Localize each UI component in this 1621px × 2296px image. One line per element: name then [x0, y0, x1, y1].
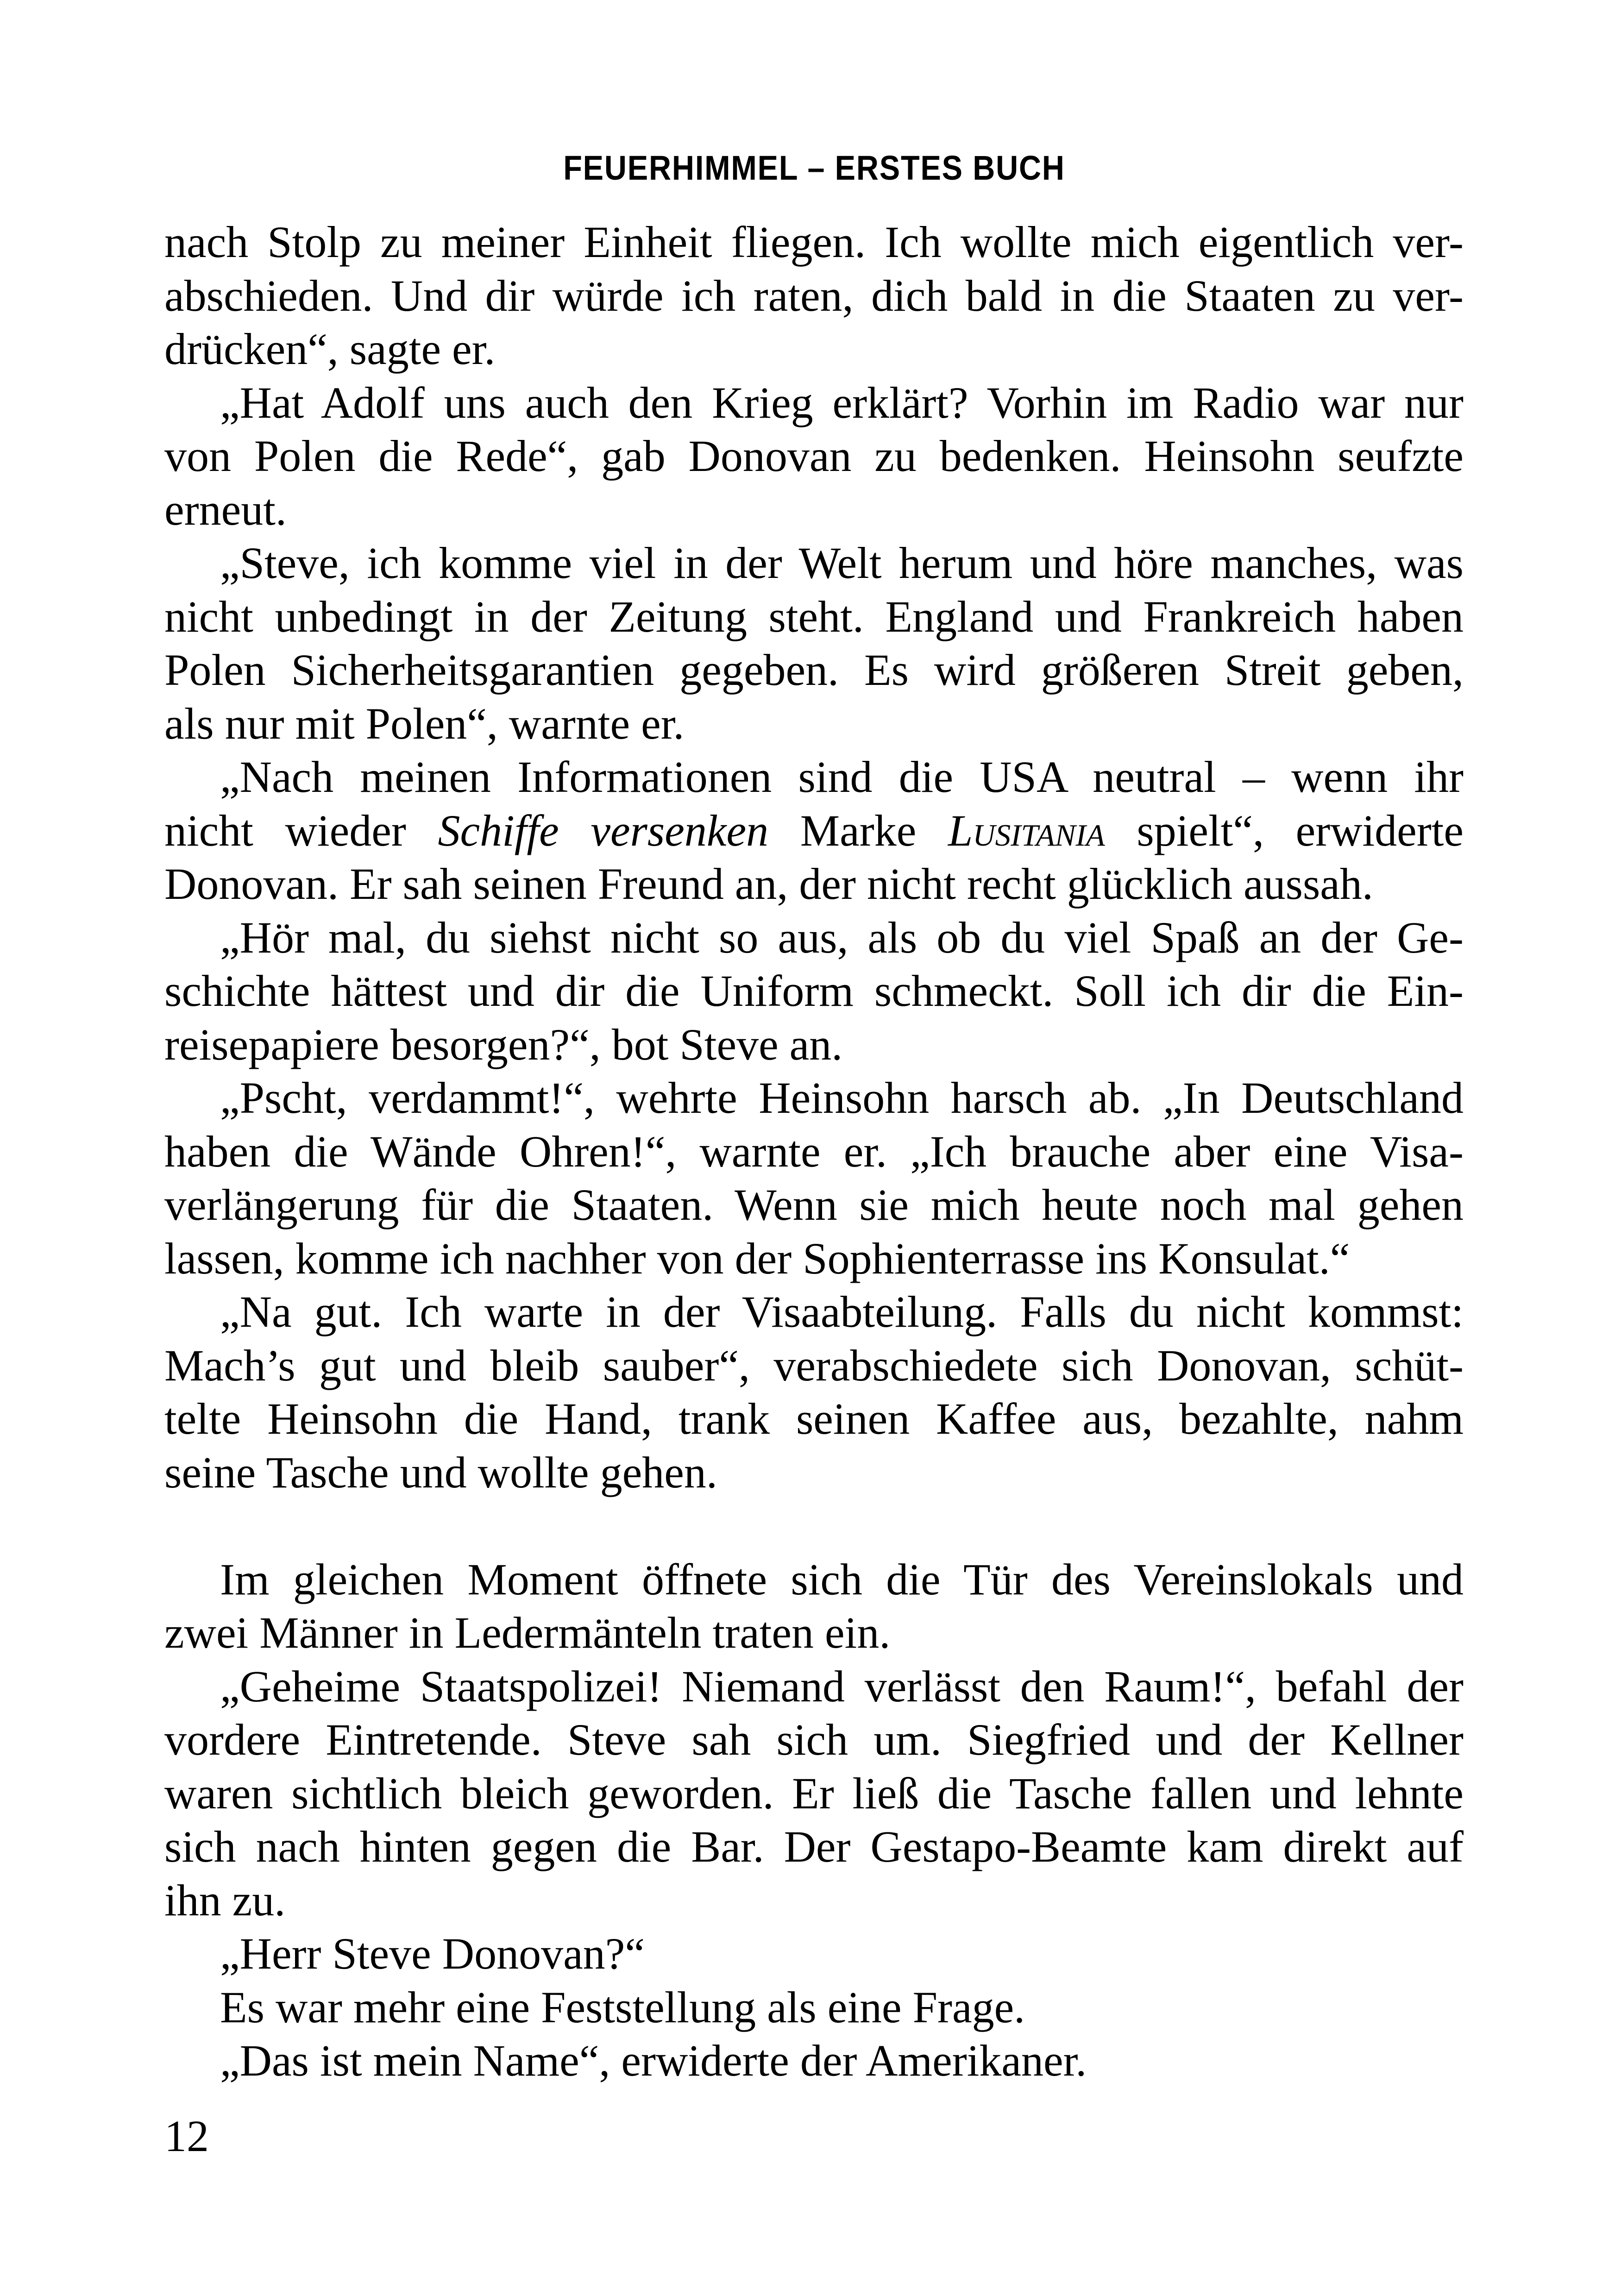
- text-line: „Nach meinen Informationen sind die USA neutral – wenn ihr: [220, 752, 1464, 802]
- paragraph: [164, 1071, 1464, 1285]
- text-line: telte Heinsohn die Hand, trank seinen Kaffee aus, bezahlte, nahm: [164, 1394, 1464, 1443]
- text-segment: Marke: [768, 805, 948, 855]
- text-line: schichte hättest und dir die Uniform schmeckt. Soll ich dir die Ein-: [164, 966, 1464, 1016]
- paragraph: [164, 2034, 1464, 2088]
- text-line: seine Tasche und wollte gehen.: [164, 1447, 717, 1497]
- text-line: vordere Eintretende. Steve sah sich um. Siegfried und der Kellner: [164, 1715, 1464, 1764]
- paragraph: [164, 215, 1464, 376]
- body-text: [164, 215, 1464, 2088]
- text-line: drücken“, sagte er.: [164, 324, 496, 374]
- page-number: 12: [164, 2111, 209, 2161]
- text-line: „Das ist mein Name“, erwiderte der Amerikaner.: [220, 2036, 1087, 2085]
- paragraph: [164, 1553, 1464, 1660]
- text-line: waren sichtlich bleich geworden. Er ließ die Tasche fallen und lehnte: [164, 1768, 1464, 1818]
- paragraph: [164, 1981, 1464, 2034]
- text-line: [164, 804, 1464, 858]
- text-line: „Pscht, verdammt!“, wehrte Heinsohn harsch ab. „In Deutschland: [220, 1073, 1464, 1123]
- paragraph: [164, 1927, 1464, 1981]
- text-line: „Hat Adolf uns auch den Krieg erklärt? Vorhin im Radio war nur: [220, 377, 1464, 427]
- italic-text: Schiffe versenken: [438, 805, 769, 855]
- text-line: Im gleichen Moment öffnete sich die Tür des Vereinslokals und: [220, 1554, 1464, 1604]
- text-line: von Polen die Rede“, gab Donovan zu bedenken. Heinsohn seufzte: [164, 431, 1464, 481]
- text-line: „Geheime Staatspolizei! Niemand verlässt den Raum!“, befahl der: [220, 1661, 1464, 1711]
- text-line: haben die Wände Ohren!“, warnte er. „Ich brauche aber eine Visa-: [164, 1126, 1464, 1176]
- paragraph: [164, 750, 1464, 911]
- text-line: sich nach hinten gegen die Bar. Der Gestapo-Beamte kam direkt auf: [164, 1822, 1464, 1871]
- text-line: „Na gut. Ich warte in der Visaabteilung. Falls du nicht kommst:: [220, 1287, 1464, 1336]
- text-segment: nicht wieder: [164, 805, 438, 855]
- text-segment: spielt“, erwiderte: [1105, 805, 1464, 855]
- text-line: als nur mit Polen“, warnte er.: [164, 698, 685, 748]
- paragraph: [164, 1285, 1464, 1499]
- paragraph: [164, 1660, 1464, 1927]
- text-line: nicht unbedingt in der Zeitung steht. England und Frankreich haben: [164, 591, 1464, 641]
- text-line: „Herr Steve Donovan?“: [220, 1929, 645, 1978]
- text-line: Polen Sicherheitsgarantien gegeben. Es wird größeren Streit geben,: [164, 645, 1464, 695]
- text-line: verlängerung für die Staaten. Wenn sie mich heute noch mal gehen: [164, 1180, 1464, 1230]
- section-break: [164, 1499, 1464, 1553]
- paragraph: [164, 911, 1464, 1072]
- text-line: zwei Männer in Ledermänteln traten ein.: [164, 1608, 891, 1657]
- running-head: [164, 147, 1464, 189]
- text-line: abschieden. Und dir würde ich raten, dich bald in die Staaten zu ver-: [164, 270, 1464, 320]
- text-line: reisepapiere besorgen?“, bot Steve an.: [164, 1019, 843, 1069]
- text-line: erneut.: [164, 484, 287, 534]
- paragraph: [164, 536, 1464, 750]
- text-line: ihn zu.: [164, 1875, 286, 1925]
- text-line: „Hör mal, du siehst nicht so aus, als ob du viel Spaß an der Ge-: [220, 912, 1464, 962]
- text-line: „Steve, ich komme viel in der Welt herum und höre manches, was: [220, 538, 1464, 588]
- text-line: Mach’s gut und bleib sauber“, verabschiedete sich Donovan, schüt-: [164, 1340, 1464, 1390]
- text-line: nach Stolp zu meiner Einheit fliegen. Ich wollte mich eigentlich ver-: [164, 217, 1464, 267]
- running-title: FEUERHIMMEL – ERSTES BUCH: [563, 149, 1065, 187]
- small-caps-text: Lusitania: [948, 805, 1105, 855]
- text-line: Es war mehr eine Feststellung als eine Frage.: [220, 1982, 1025, 2032]
- text-line: lassen, komme ich nachher von der Sophienterrasse ins Konsulat.“: [164, 1233, 1350, 1283]
- paragraph: [164, 376, 1464, 537]
- text-line: Donovan. Er sah seinen Freund an, der nicht recht glücklich aussah.: [164, 859, 1373, 909]
